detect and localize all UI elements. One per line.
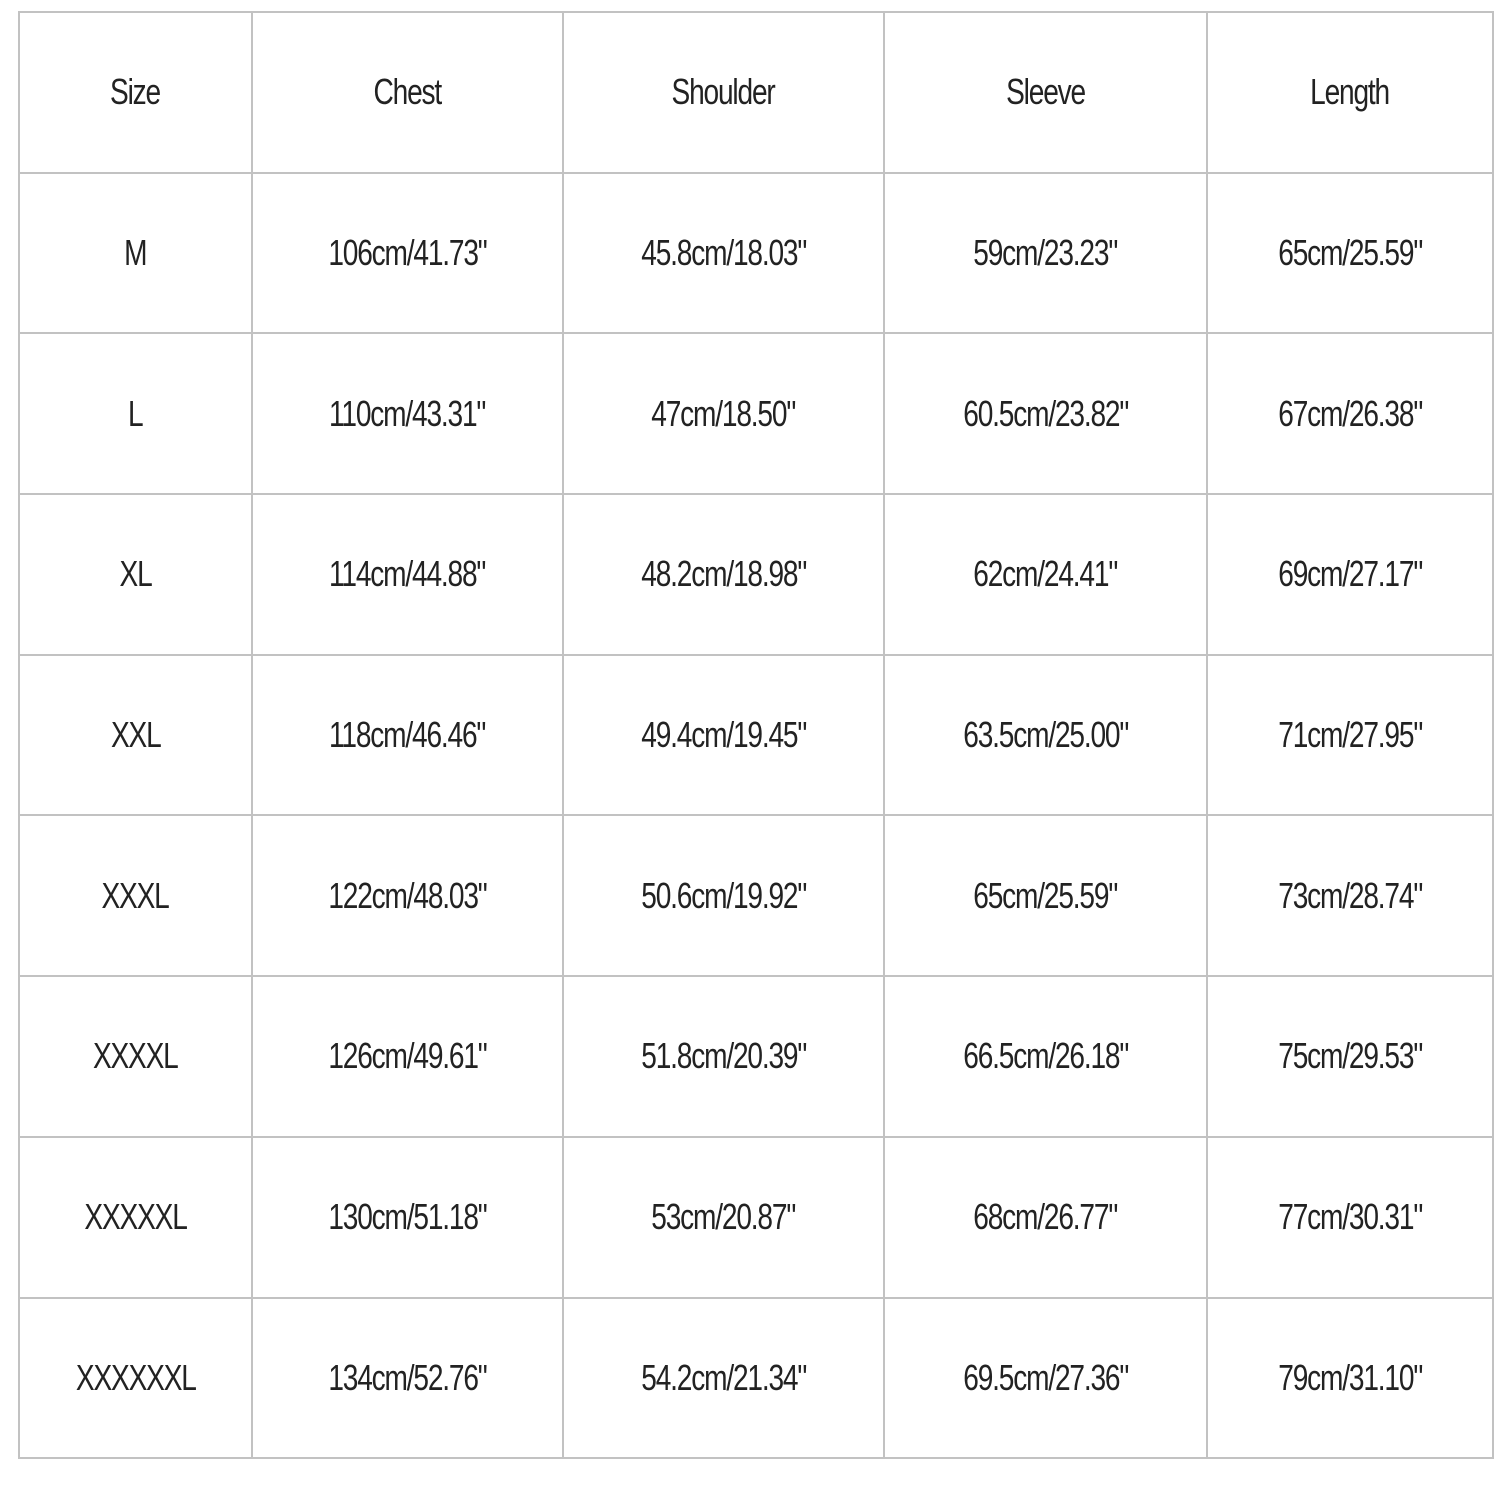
cell-size: M [19, 173, 252, 334]
cell-chest: 106cm/41.73" [252, 173, 563, 334]
cell-size: XXL [19, 655, 252, 816]
cell-size: XXXXXXL [19, 1298, 252, 1459]
cell-size: XXXL [19, 815, 252, 976]
cell-size: XXXXL [19, 976, 252, 1137]
cell-chest: 134cm/52.76" [252, 1298, 563, 1459]
cell-shoulder: 49.4cm/19.45" [563, 655, 884, 816]
cell-length: 69cm/27.17" [1207, 494, 1493, 655]
cell-chest: 114cm/44.88" [252, 494, 563, 655]
table-row [19, 173, 1493, 334]
cell-size: L [19, 333, 252, 494]
table-row [19, 494, 1493, 655]
header-cell-shoulder: Shoulder [563, 12, 884, 173]
cell-sleeve: 66.5cm/26.18" [884, 976, 1207, 1137]
cell-sleeve: 60.5cm/23.82" [884, 333, 1207, 494]
cell-sleeve: 69.5cm/27.36" [884, 1298, 1207, 1459]
cell-sleeve: 68cm/26.77" [884, 1137, 1207, 1298]
cell-sleeve: 63.5cm/25.00" [884, 655, 1207, 816]
cell-sleeve: 62cm/24.41" [884, 494, 1207, 655]
cell-size: XXXXXL [19, 1137, 252, 1298]
cell-shoulder: 48.2cm/18.98" [563, 494, 884, 655]
cell-length: 77cm/30.31" [1207, 1137, 1493, 1298]
table-row [19, 976, 1493, 1137]
header-cell-length: Length [1207, 12, 1493, 173]
cell-chest: 122cm/48.03" [252, 815, 563, 976]
header-cell-sleeve: Sleeve [884, 12, 1207, 173]
cell-chest: 118cm/46.46" [252, 655, 563, 816]
cell-length: 75cm/29.53" [1207, 976, 1493, 1137]
table-row [19, 1137, 1493, 1298]
cell-chest: 130cm/51.18" [252, 1137, 563, 1298]
table-row [19, 1298, 1493, 1459]
cell-shoulder: 54.2cm/21.34" [563, 1298, 884, 1459]
cell-length: 71cm/27.95" [1207, 655, 1493, 816]
table-row [19, 333, 1493, 494]
cell-shoulder: 50.6cm/19.92" [563, 815, 884, 976]
cell-sleeve: 65cm/25.59" [884, 815, 1207, 976]
header-cell-size: Size [19, 12, 252, 173]
cell-chest: 126cm/49.61" [252, 976, 563, 1137]
table-row [19, 815, 1493, 976]
cell-shoulder: 51.8cm/20.39" [563, 976, 884, 1137]
cell-shoulder: 47cm/18.50" [563, 333, 884, 494]
cell-length: 67cm/26.38" [1207, 333, 1493, 494]
cell-sleeve: 59cm/23.23" [884, 173, 1207, 334]
header-cell-chest: Chest [252, 12, 563, 173]
cell-length: 79cm/31.10" [1207, 1298, 1493, 1459]
cell-chest: 110cm/43.31" [252, 333, 563, 494]
table-row [19, 655, 1493, 816]
cell-shoulder: 53cm/20.87" [563, 1137, 884, 1298]
cell-length: 73cm/28.74" [1207, 815, 1493, 976]
header-row [19, 12, 1493, 173]
cell-length: 65cm/25.59" [1207, 173, 1493, 334]
cell-shoulder: 45.8cm/18.03" [563, 173, 884, 334]
size-chart-table [18, 11, 1494, 1459]
cell-size: XL [19, 494, 252, 655]
